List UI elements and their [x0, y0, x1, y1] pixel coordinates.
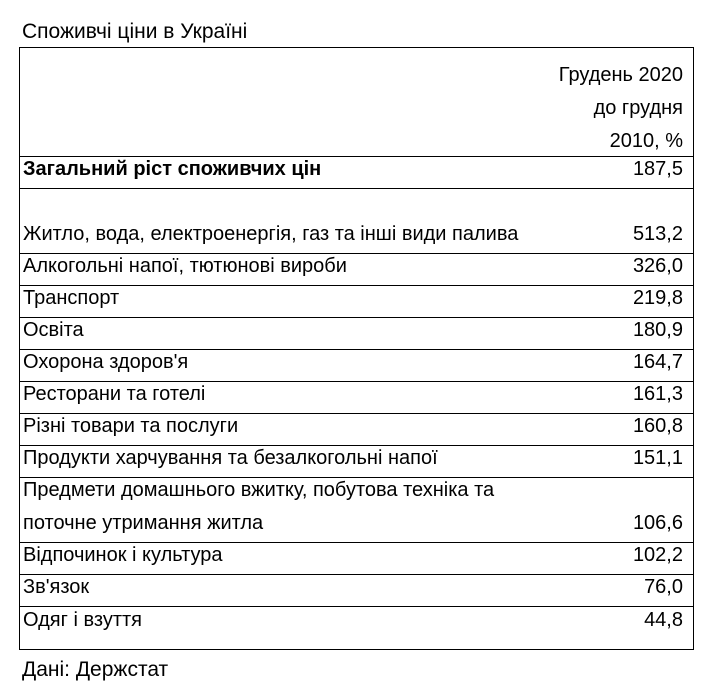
row-value: 44,8: [644, 609, 683, 631]
row-label: Одяг і взуття: [23, 609, 142, 631]
table-title: Споживчі ціни в Україні: [22, 20, 248, 43]
row-value: 219,8: [632, 287, 683, 309]
row-value: 180,9: [632, 319, 683, 341]
table-row-total: [20, 157, 693, 189]
row-label: Житло, вода, електроенергія, газ та інші види палива: [23, 223, 519, 245]
row-value: 326,0: [632, 255, 683, 277]
column-header-line-3: 2010, %: [609, 130, 683, 152]
table-row: [20, 575, 693, 607]
row-label: Ресторани та готелі: [23, 383, 206, 405]
table-row: [20, 607, 693, 639]
row-value: 106,6: [632, 512, 683, 534]
row-label: Предмети домашнього вжитку, побутова техніка та поточне утримання житла: [23, 479, 495, 534]
row-label: Освіта: [23, 319, 84, 341]
column-header-period: [559, 59, 683, 158]
row-label: Транспорт: [23, 287, 120, 309]
row-label: Зв'язок: [23, 576, 90, 598]
row-label: Відпочинок і культура: [23, 544, 223, 566]
row-label: Алкогольні напої, тютюнові вироби: [23, 255, 347, 277]
row-value: 187,5: [632, 158, 683, 180]
table-row: [20, 189, 693, 254]
row-value: 160,8: [632, 415, 683, 437]
row-value: 76,0: [644, 576, 683, 598]
row-label: Продукти харчування та безалкогольні напої: [23, 447, 438, 469]
row-value: 513,2: [632, 223, 683, 245]
table-body: [20, 157, 693, 639]
row-label: Охорона здоров'я: [23, 351, 189, 373]
table-header: [20, 48, 693, 157]
table-row: [20, 478, 693, 543]
column-header-line-2: до грудня: [593, 97, 683, 119]
row-label: Різні товари та послуги: [23, 415, 239, 437]
row-value: 151,1: [632, 447, 683, 469]
price-table: [19, 47, 694, 650]
row-label: Загальний ріст споживчих цін: [23, 158, 322, 180]
row-value: 164,7: [632, 351, 683, 373]
row-value: 161,3: [632, 383, 683, 405]
row-value: 102,2: [632, 544, 683, 566]
column-header-line-1: Грудень 2020: [558, 64, 683, 86]
source-note: Дані: Держстат: [22, 658, 169, 681]
